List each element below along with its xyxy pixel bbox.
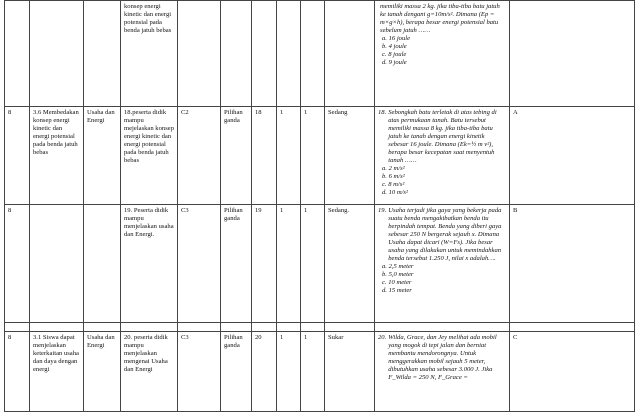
cell-soal (375, 1, 510, 107)
cell-materi (84, 205, 121, 323)
cell-indikator: konsep energi kinetic dan energi potensial pada benda jatuh bebas (121, 1, 178, 107)
cell-nomor: 18 (252, 107, 277, 205)
cell-tingkat (325, 1, 375, 107)
cell-soal (375, 332, 510, 412)
cell-no (5, 1, 30, 107)
question-number: 20. (378, 334, 387, 341)
option-item: d. 15 meter (382, 287, 412, 295)
table-row (5, 1, 635, 107)
option-item: a. 2,5 meter (382, 263, 414, 271)
option-item: c. 10 meter (382, 279, 412, 287)
question-text: memiliki massa 2 kg. jika tiba-tiba batu jatuh ke tanah dengani g=10m/s². Dimana (Ep = m×g×h), berapa besar energi potensial batu sebelum jatuh …… (380, 3, 500, 35)
cell-tingkat: Sukar (325, 332, 375, 412)
cell-level (178, 1, 221, 107)
options-list (378, 263, 506, 295)
question-text: Usaha terjadi jika gaya yang bekerja pada suatu benda mengakibatkan benda itu berpindah tempat. Benda yang diberi gaya sebesar 250 N bergerak sejauh x. Dimana Usaha dapat dicari (W=Fs). Jika besar usaha yang dilakukan untuk memindahkan benda tersebut 1.250 J, nilai x adalah…. (388, 207, 502, 263)
cell-kd: 3.6 Membedakan konsep energi kinetic dan energi potensial pada benda jatuh bebas (30, 107, 84, 205)
option-item: c. 8 joule (382, 51, 407, 59)
question-text: Wilda, Grace, dan Jey melihat ada mobil yang mogok di tepi jalan dan berniat membantu mendorongnya. Untuk menggerakkan mobil sejauh 5 meter, dibutuhkan usaha sebesar 3.000 J. Jika F_Wilda = 250 N, F_Grace = (388, 334, 497, 382)
cell-kd (30, 1, 84, 107)
cell-bentuk: Pilihan ganda (221, 205, 252, 323)
option-item: b. 4 joule (382, 43, 407, 51)
cell-nomor: 19 (252, 205, 277, 323)
cell-indikator: 19. Peserta didik mampu menjelaskan usaha dan Energi. (121, 205, 178, 323)
cell-nomor: 20 (252, 332, 277, 412)
cell-tingkat: Sedang (325, 107, 375, 205)
cell-kd: 3.1 Siswa dapat menjelaskan keterkaitan usaha dan daya dengan energi (30, 332, 84, 412)
cell-bobot: 1 (277, 205, 301, 323)
option-item: c. 8 m/s² (382, 181, 405, 189)
cell-kunci: A (510, 107, 635, 205)
question-text: Sebongkah batu terletak di atas tebing di atas permukaan tanah. Batu tersebut memiliki massa 8 kg. jika tiba-tiba batu jatuh ke tanah dengan energi kinetik sebesar 16 joule. Dimana (Ek=½ m v²), berapa besar kecepatan saat menyentuh tanah …… (388, 109, 497, 165)
cell-kunci (510, 1, 635, 107)
cell-kunci: B (510, 205, 635, 323)
cell-bentuk (221, 1, 252, 107)
cell-skor: 1 (301, 205, 325, 323)
table-row (5, 107, 635, 205)
question-grid-table (4, 0, 635, 412)
cell-kd (30, 205, 84, 323)
cell-tingkat: Sedang. (325, 205, 375, 323)
cell-skor: 1 (301, 332, 325, 412)
cell-kunci: C (510, 332, 635, 412)
cell-skor: 1 (301, 107, 325, 205)
cell-materi: Usaha dan Energi (84, 332, 121, 412)
cell-bobot: 1 (277, 107, 301, 205)
cell-indikator: 18.peserta didik mampu mejelaskan konsep energi kinetic dan energi potensial pada benda jatuh bebas (121, 107, 178, 205)
option-item: b. 5,0 meter (382, 271, 414, 279)
options-list (378, 35, 506, 67)
cell-level: C2 (178, 107, 221, 205)
cell-no: 8 (5, 332, 30, 412)
cell-nomor (252, 1, 277, 107)
option-item: a. 16 joule (382, 35, 411, 43)
cell-skor (301, 1, 325, 107)
spacer-row (5, 323, 635, 332)
cell-soal (375, 107, 510, 205)
option-item: d. 9 joule (382, 59, 407, 67)
cell-bobot (277, 1, 301, 107)
cell-no: 8 (5, 107, 30, 205)
table-row (5, 332, 635, 412)
options-list (378, 165, 506, 197)
question-number: 19. (378, 207, 387, 214)
option-item: d. 10 m/s² (382, 189, 408, 197)
cell-soal (375, 205, 510, 323)
cell-level: C3 (178, 205, 221, 323)
question-number: 18. (378, 109, 387, 116)
table-row (5, 205, 635, 323)
option-item: a. 2 m/s² (382, 165, 405, 173)
cell-bobot: 1 (277, 332, 301, 412)
cell-no: 8 (5, 205, 30, 323)
cell-materi: Usaha dan Energi (84, 107, 121, 205)
cell-bentuk: Pilihan ganda (221, 332, 252, 412)
cell-indikator: 20. peserta didik mampu menjelaskan mengenai Usaha dan Energi (121, 332, 178, 412)
cell-level: C3 (178, 332, 221, 412)
cell-bentuk: Pilihan ganda (221, 107, 252, 205)
cell-materi (84, 1, 121, 107)
option-item: b. 6 m/s² (382, 173, 405, 181)
